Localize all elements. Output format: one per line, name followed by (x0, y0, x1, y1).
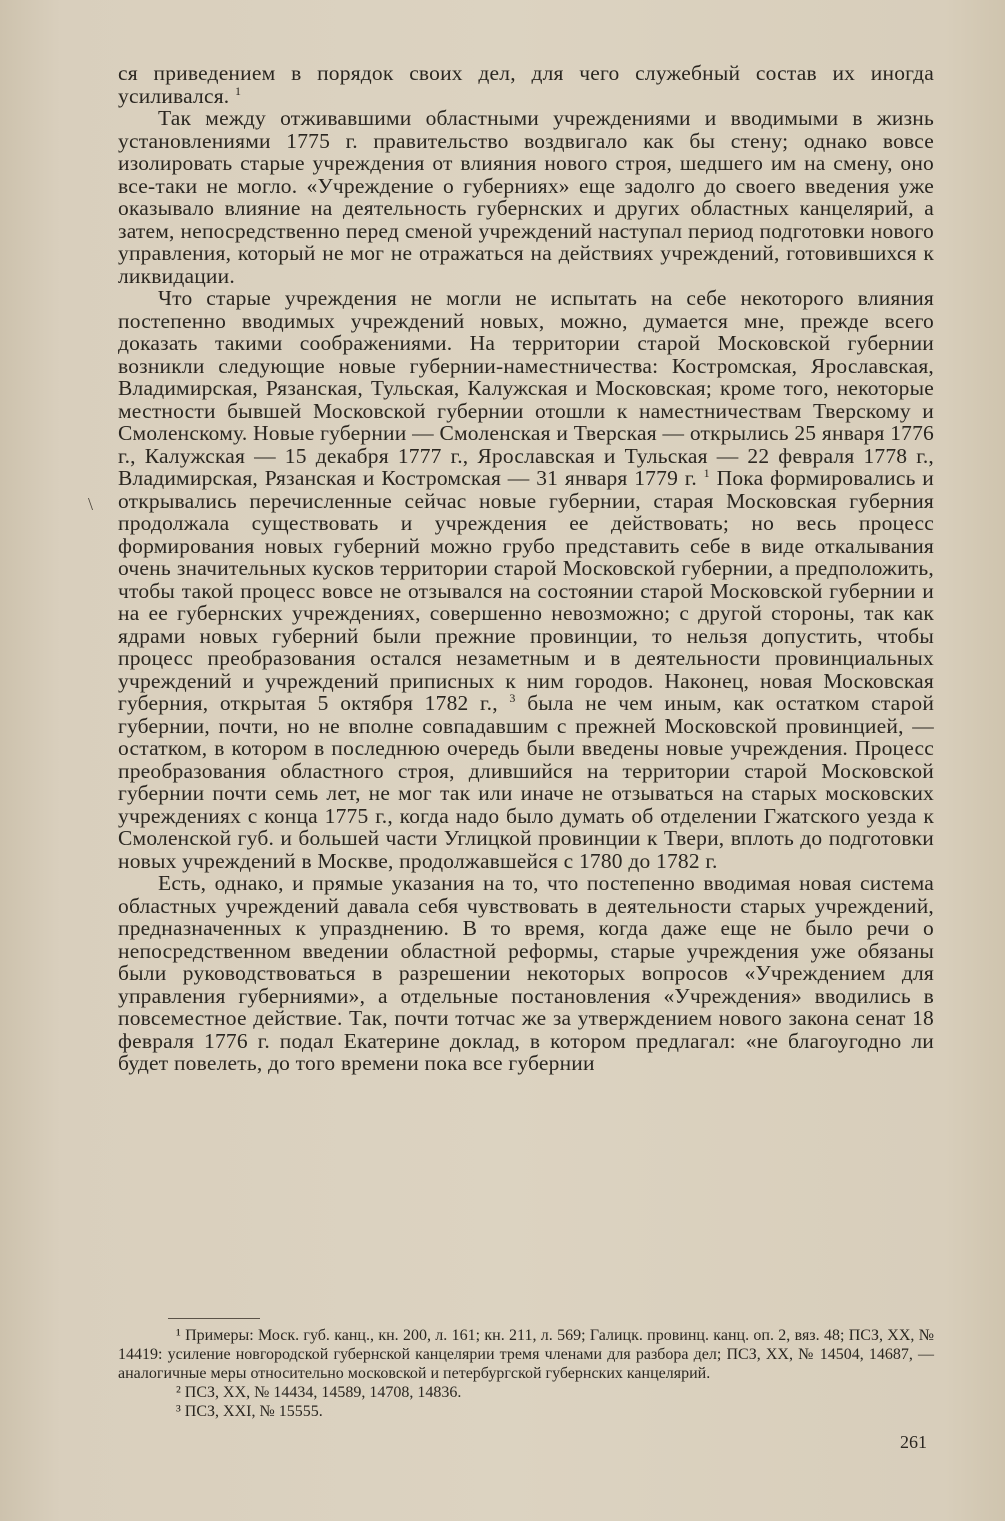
footnotes (118, 1326, 934, 1421)
paragraph (118, 107, 934, 287)
page-number: 261 (900, 1432, 927, 1452)
paragraph-text: Что старые учреждения не могли не испытать на себе некоторого влияния постепенно вводимых учреждений новых, можно, думается мне, прежде всего доказать такими соображениями. На территории старой Московской губернии возникли следующие новые губернии-наместничества: Костромская, Ярославская, Владимирская, Рязанская, Тульская, Калужская и Московская; кроме того, некоторые местности бывшей Московской губернии отошли к наместничествам Тверскому и Смоленскому. Новые губернии — Смоленская и Тверская — открылись 25 января 1776 г., Калужская — 15 декабря 1777 г., Ярославская и Тульская — 22 февраля 1778 г., Владимирская, Рязанская и Костромская — 31 января 1779 г. (118, 286, 934, 490)
paragraph-text: ся приведением в порядок своих дел, для чего служебный состав их иногда усиливался. (118, 61, 934, 108)
footnote-divider (168, 1318, 260, 1319)
footnote-ref: 3 (509, 690, 516, 705)
paragraph (118, 287, 934, 872)
paragraph-text: была не чем иным, как остатком старой губернии, почти, но не вполне совпадавшим с прежней Московской провинцией, — остатком, в котором в последнюю очередь были введены новые учреждения. Процесс преобразования областного строя, длившийся на территории старой Московской губернии почти семь лет, не мог так или иначе не отзываться на старых московских учреждениях с конца 1775 г., когда надо было думать об отделении Гжатского уезда к Смоленской губ. и большей части Углицкой провинции к Твери, вплоть до подготовки новых учреждений в Москве, продолжавшейся с 1780 до 1782 г. (118, 691, 935, 873)
paragraph-text: Есть, однако, и прямые указания на то, что постепенно вводимая новая система областных учреждений давала себя чувствовать в деятельности старых учреждений, предназначенных к упразднению. В то время, когда даже еще не было речи о непосредственном введении областной реформы, старые учреждения уже обязаны были руководствоваться в разрешении некоторых вопросов «Учреждением для управления губерниями», а отдельные постановления «Учреждения» вводились в повсеместное действие. Так, почти тотчас же за утверждением нового закона сенат 18 февраля 1776 г. подал Екатерине доклад, в котором предлагал: «не благоугодно ли будет повелеть, до того времени пока все губернии (118, 871, 934, 1075)
paragraph (118, 872, 934, 1075)
footnote-ref: 1 (703, 465, 710, 480)
main-text (118, 62, 934, 1075)
paragraph-text: Так между отживавшими областными учреждениями и вводимыми в жизнь установлениями 1775 г. правительство воздвигало как бы стену; однако вовсе изолировать старые учреждения от влияния нового строя, шедшего им на смену, оно все-таки не могло. «Учреждение о губерниях» еще задолго до своего введения уже оказывало влияние на деятельность губернских и других областных канцелярий, а затем, непосредственно перед сменой учреждений наступал период подготовки нового управления, который не мог не отражаться на действиях учреждений, готовившихся к ликвидации. (118, 106, 934, 288)
paragraph (118, 62, 934, 107)
footnote-ref: 1 (234, 83, 242, 98)
margin-mark: \ (88, 494, 94, 514)
footnote: ¹ Примеры: Моск. губ. канц., кн. 200, л. 161; кн. 211, л. 569; Галицк. провинц. канц. оп. 2, вяз. 48; ПСЗ, XX, № 14419: усиление новгородской губернской канцелярии тремя членами для разбора дел; ПСЗ, XX, № 14504, 14687, — аналогичные меры относительно московской и петербургской губернских канцелярий. (118, 1327, 934, 1382)
paragraph-text: Пока формировались и открывались перечисленные сейчас новые губернии, старая Московская губерния продолжала существовать и учреждения ее действовать; но весь процесс формирования новых губерний можно грубо представить себе в виде откалывания очень значительных кусков территории старой Московской губернии, а предположить, чтобы такой процесс вовсе не отзывался на состоянии старой Московской губернии и на ее губернских учреждениях, совершенно невозможно; с другой стороны, так как ядрами новых губерний были прежние провинции, то нельзя допустить, чтобы процесс преобразования остался незаметным и в деятельности провинциальных учреждений и учреждений приписных к ним городов. Наконец, новая Московская губерния, открытая 5 октября 1782 г., (118, 466, 935, 715)
footnote: ² ПСЗ, XX, № 14434, 14589, 14708, 14836. (176, 1384, 462, 1401)
footnote: ³ ПСЗ, XXI, № 15555. (176, 1403, 323, 1420)
